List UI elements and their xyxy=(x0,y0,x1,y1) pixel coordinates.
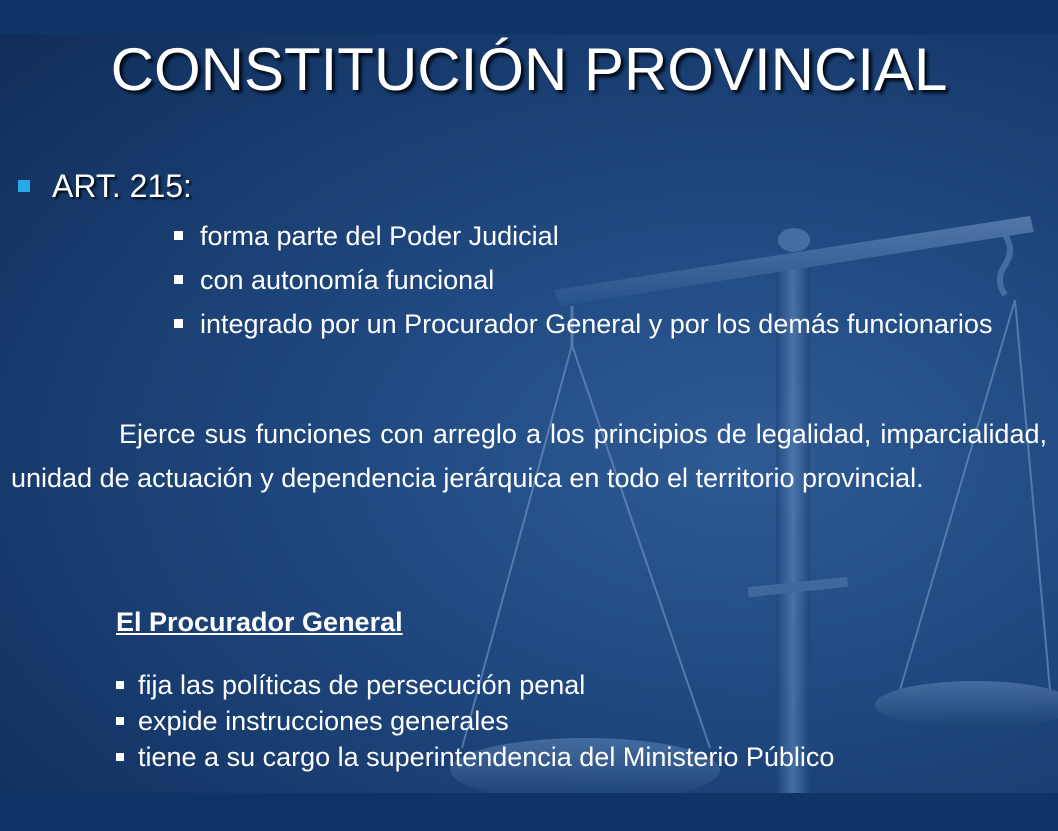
procurador-item-text: expide instrucciones generales xyxy=(138,706,509,736)
article-item-text: integrado por un Procurador General y por los demás funcionarios xyxy=(200,309,993,339)
square-bullet-icon xyxy=(116,717,124,725)
square-bullet-icon xyxy=(116,753,124,761)
article-item xyxy=(174,218,1048,254)
procurador-item xyxy=(116,703,509,739)
description-paragraph: Ejerce sus funciones con arreglo a los principios de legalidad, imparcialidad, unidad de actuación y dependencia jerárquica en todo el territorio provincial. xyxy=(11,419,1047,493)
procurador-item-text: fija las políticas de persecución penal xyxy=(138,670,586,700)
slide-title: CONSTITUCIÓN PROVINCIAL xyxy=(110,36,948,103)
article-item-text: con autonomía funcional xyxy=(200,265,495,295)
article-label: ART. 215: xyxy=(52,168,192,204)
procurador-item-text: tiene a su cargo la superintendencia del Ministerio Público xyxy=(138,742,835,772)
procurador-heading: El Procurador General xyxy=(116,607,403,637)
procurador-item xyxy=(116,739,834,775)
square-bullet-icon xyxy=(174,275,183,284)
article-item xyxy=(174,262,1048,298)
article-item xyxy=(174,306,1048,342)
bottom-band xyxy=(0,793,1058,831)
square-bullet-icon xyxy=(174,231,183,240)
article-item-text: forma parte del Poder Judicial xyxy=(200,221,559,251)
square-bullet-icon xyxy=(18,180,30,192)
square-bullet-icon xyxy=(116,681,124,689)
procurador-item xyxy=(116,667,585,703)
article-heading xyxy=(18,166,192,206)
square-bullet-icon xyxy=(174,319,183,328)
